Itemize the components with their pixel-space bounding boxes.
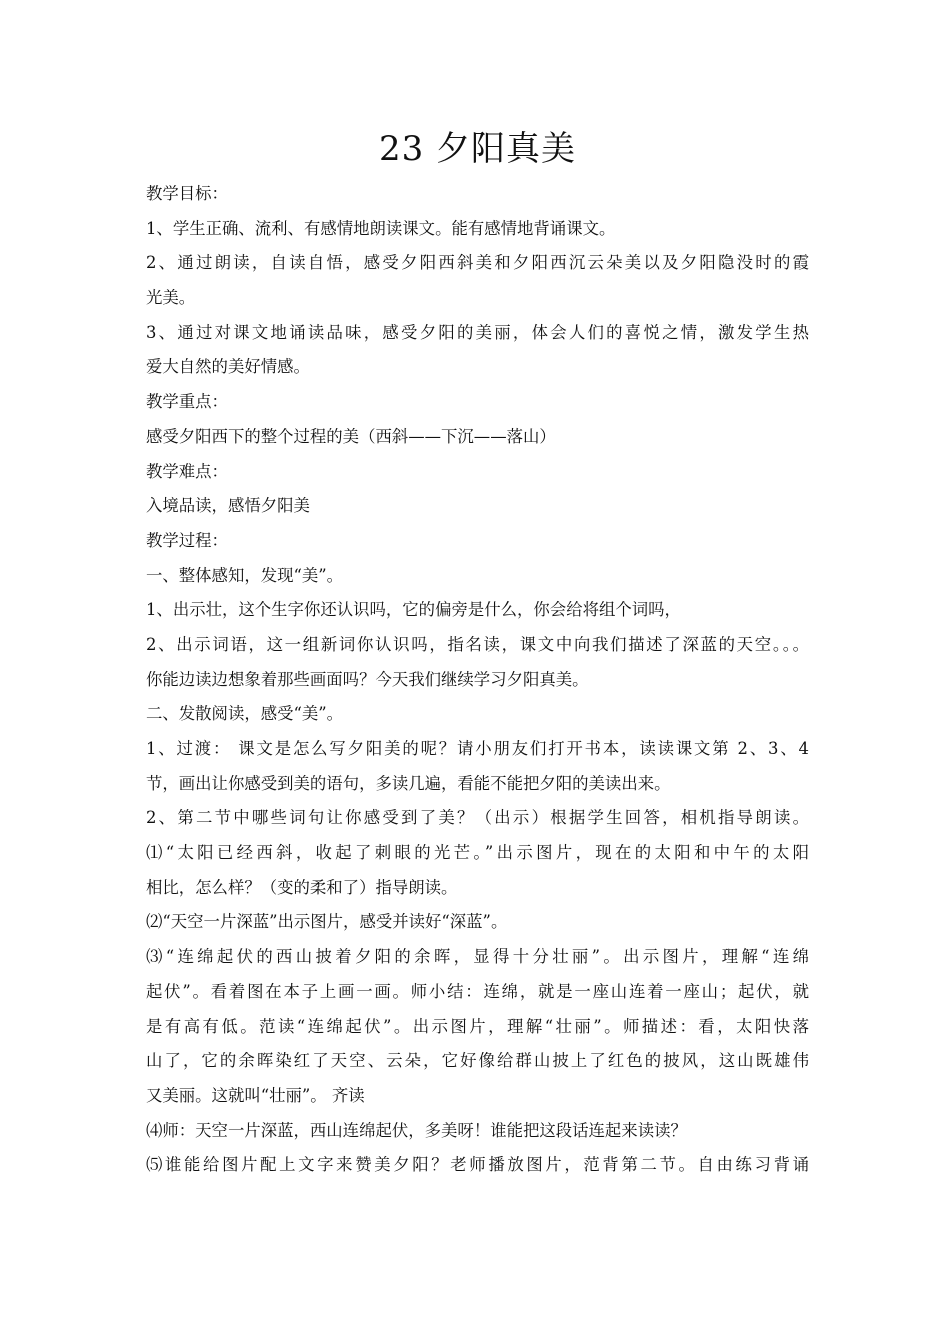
- text-line: ⑸谁能给图片配上文字来赞美夕阳？老师播放图片，范背第二节。自由练习背诵: [146, 1155, 809, 1175]
- text-line: ⑵“天空一片深蓝”出示图片，感受并读好“深蓝”。: [146, 912, 508, 932]
- text-line: 光美。: [146, 288, 196, 308]
- text-line: ⑴“太阳已经西斜，收起了刺眼的光芒。”出示图片，现在的太阳和中午的太阳: [146, 843, 809, 863]
- text-line: 教学过程：: [146, 530, 228, 550]
- text-line: ⑶“连绵起伏的西山披着夕阳的余晖，显得十分壮丽”。出示图片，理解“连绵: [146, 947, 809, 967]
- text-line: 1、学生正确、流利、有感情地朗读课文。能有感情地背诵课文。: [146, 218, 616, 238]
- text-line: 又美丽。这就叫“壮丽”。 齐读: [146, 1085, 365, 1105]
- text-line: 山了，它的余晖染红了天空、云朵，它好像给群山披上了红色的披风，这山既雄伟: [146, 1051, 809, 1071]
- text-line: 2、第二节中哪些词句让你感受到了美？（出示）根据学生回答，相机指导朗读。: [146, 808, 809, 828]
- text-lines: [146, 177, 809, 1183]
- text-line: 1、出示壮，这个生字你还认识吗，它的偏旁是什么，你会给将组个词吗，: [146, 600, 681, 620]
- text-line: 教学重点：: [146, 392, 228, 412]
- page-title: 23 夕阳真美: [378, 129, 577, 169]
- text-line: 相比，怎么样？（变的柔和了）指导朗读。: [146, 877, 458, 897]
- text-line: 教学目标：: [146, 184, 228, 203]
- text-line: 节，画出让你感受到美的语句，多读几遍，看能不能把夕阳的美读出来。: [146, 773, 671, 793]
- text-line: ⑷师：天空一片深蓝，西山连绵起伏，多美呀！谁能把这段话连起来读读？: [146, 1120, 687, 1140]
- text-line: 1、过渡： 课文是怎么写夕阳美的呢？请小朋友们打开书本，读读课文第 2、3、4: [146, 739, 809, 758]
- text-line: 你能边读边想象着那些画面吗？今天我们继续学习夕阳真美。: [146, 669, 589, 689]
- text-line: 入境品读，感悟夕阳美: [146, 496, 310, 516]
- text-line: 2、出示词语，这一组新词你认识吗，指名读，课文中向我们描述了深蓝的天空。。。: [146, 634, 809, 654]
- text-line: 二、发散阅读，感受“美”。: [146, 704, 344, 724]
- text-line: 是有高有低。范读“连绵起伏”。出示图片，理解“壮丽”。师描述：看，太阳快落: [146, 1016, 809, 1036]
- document-body: [146, 123, 809, 1183]
- text-line: 起伏”。看着图在本子上画一画。师小结：连绵，就是一座山连着一座山；起伏，就: [146, 981, 809, 1001]
- text-line: 一、整体感知，发现“美”。: [146, 565, 344, 585]
- text-line: 感受夕阳西下的整个过程的美（西斜——下沉——落山）: [146, 426, 556, 446]
- text-line: 爱大自然的美好情感。: [146, 357, 310, 377]
- text-line: 2、通过朗读，自读自悟，感受夕阳西斜美和夕阳西沉云朵美以及夕阳隐没时的霞: [146, 253, 809, 273]
- text-line: 教学难点：: [146, 461, 228, 481]
- text-line: 3、通过对课文地诵读品味，感受夕阳的美丽，体会人们的喜悦之情，激发学生热: [146, 322, 809, 342]
